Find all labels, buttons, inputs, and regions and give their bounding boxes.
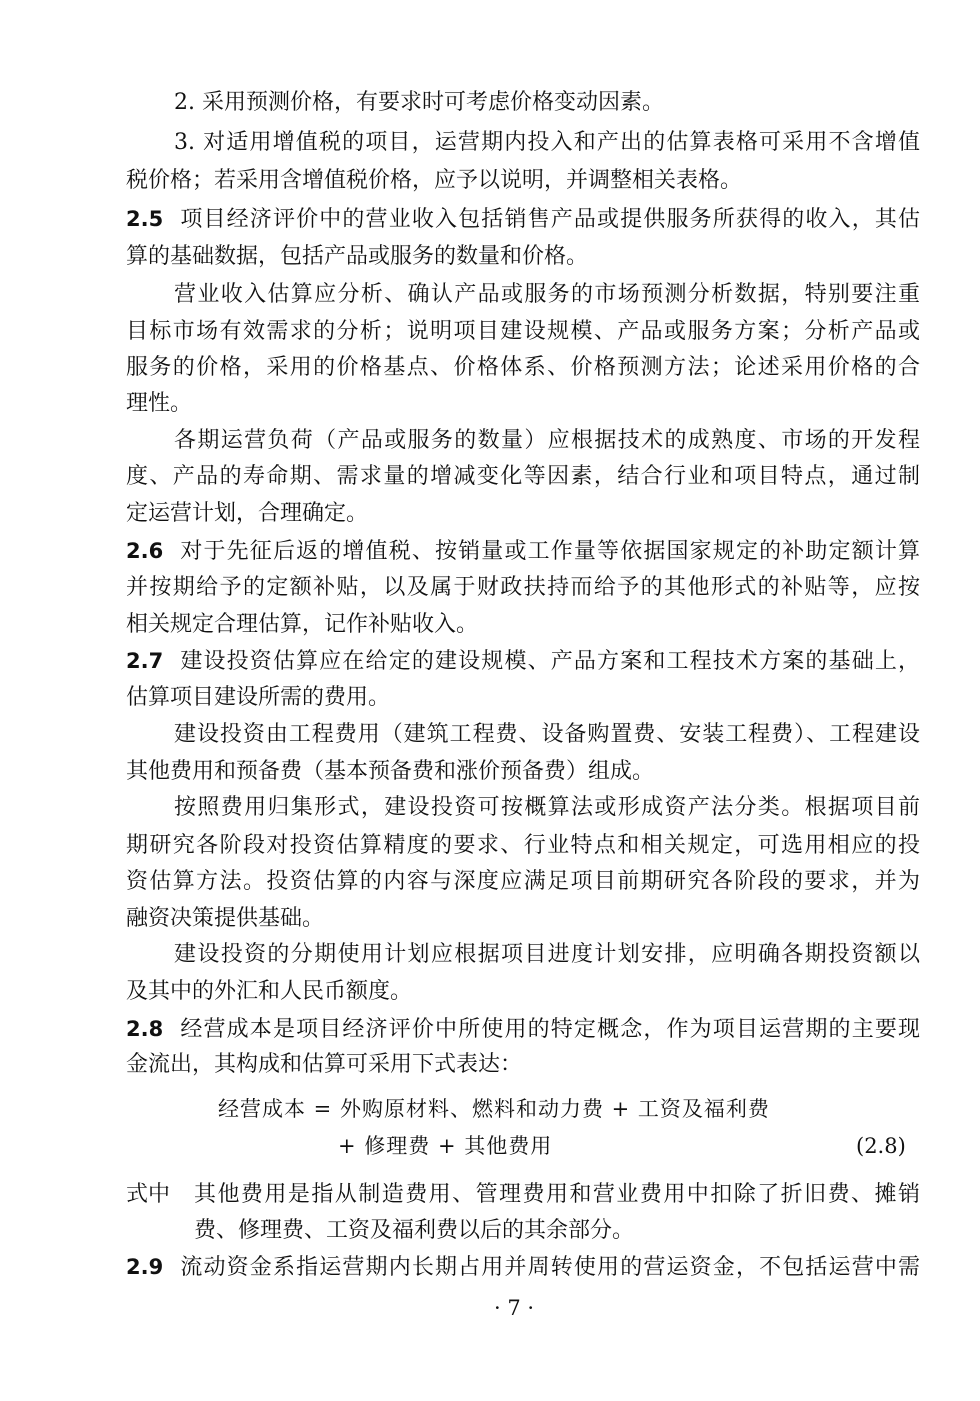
- plan-para-line1: 建设投资的分期使用计划应根据项目进度计划安排，应明确各期投资额以: [174, 942, 920, 967]
- equation-number: (2.8): [856, 1134, 906, 1158]
- section-2-9-line1: 2.9 流动资金系指运营期内长期占用并周转使用的营运资金，不包括运营中需: [126, 1255, 920, 1280]
- where-label: 式中: [126, 1182, 171, 1207]
- where-line2: 费、修理费、工资及福利费以后的其余部分。: [194, 1218, 635, 1243]
- item-3-line1: 3. 对适用增值税的项目，运营期内投入和产出的估算表格可采用不含增值: [174, 130, 920, 155]
- plan-para-line2: 及其中的外汇和人民币额度。: [126, 979, 413, 1004]
- page-number: · 7 ·: [494, 1296, 535, 1320]
- classification-para-line3: 资估算方法。投资估算的内容与深度应满足项目前期研究各阶段的要求，并为: [126, 869, 920, 894]
- section-2-7-line2: 估算项目建设所需的费用。: [126, 685, 391, 710]
- load-para-line2: 度、产品的寿命期、需求量的增减变化等因素，结合行业和项目特点，通过制: [126, 464, 920, 489]
- revenue-para-line4: 理性。: [126, 391, 193, 416]
- section-2-7-line1: 2.7 建设投资估算应在给定的建设规模、产品方案和工程技术方案的基础上，: [126, 649, 920, 674]
- section-number: 2.9: [126, 1255, 164, 1279]
- section-2-5-line2: 算的基础数据，包括产品或服务的数量和价格。: [126, 244, 589, 269]
- where-line1: 其他费用是指从制造费用、管理费用和营业费用中扣除了折旧费、摊销: [194, 1182, 920, 1207]
- section-2-8-line1: 2.8 经营成本是项目经济评价中所使用的特定概念，作为项目运营期的主要现: [126, 1017, 920, 1042]
- formula-line1: 经营成本 = 外购原材料、燃料和动力费 + 工资及福利费: [218, 1097, 770, 1121]
- investment-para-line2: 其他费用和预备费（基本预备费和涨价预备费）组成。: [126, 759, 655, 784]
- revenue-para-line3: 服务的价格，采用的价格基点、价格体系、价格预测方法；论述采用价格的合: [126, 355, 920, 380]
- load-para-line1: 各期运营负荷（产品或服务的数量）应根据技术的成熟度、市场的开发程: [174, 428, 920, 453]
- item-3-line2: 税价格；若采用含增值税价格，应予以说明，并调整相关表格。: [126, 168, 743, 193]
- section-number: 2.5: [126, 207, 164, 231]
- section-number: 2.6: [126, 539, 164, 563]
- section-2-6-line2: 并按期给予的定额补贴，以及属于财政扶持而给予的其他形式的补贴等，应按: [126, 575, 920, 600]
- section-2-8-line2: 金流出，其构成和估算可采用下式表达：: [126, 1052, 523, 1077]
- revenue-para-line1: 营业收入估算应分析、确认产品或服务的市场预测分析数据，特别要注重: [174, 282, 920, 307]
- load-para-line3: 定运营计划，合理确定。: [126, 501, 369, 526]
- classification-para-line4: 融资决策提供基础。: [126, 906, 325, 931]
- section-2-5-line1: 2.5 项目经济评价中的营业收入包括销售产品或提供服务所获得的收入，其估: [126, 207, 920, 232]
- section-2-6-line1: 2.6 对于先征后返的增值税、按销量或工作量等依据国家规定的补助定额计算: [126, 539, 920, 564]
- investment-para-line1: 建设投资由工程费用（建筑工程费、设备购置费、安装工程费）、工程建设: [174, 722, 920, 747]
- formula-line2: + 修理费 + 其他费用: [338, 1134, 553, 1158]
- section-number: 2.7: [126, 649, 164, 673]
- revenue-para-line2: 目标市场有效需求的分析；说明项目建设规模、产品或服务方案；分析产品或: [126, 319, 920, 344]
- classification-para-line1: 按照费用归集形式，建设投资可按概算法或形成资产法分类。根据项目前: [174, 795, 920, 820]
- item-2: 2. 采用预测价格，有要求时可考虑价格变动因素。: [174, 90, 664, 115]
- section-number: 2.8: [126, 1017, 164, 1041]
- classification-para-line2: 期研究各阶段对投资估算精度的要求、行业特点和相关规定，可选用相应的投: [126, 833, 920, 858]
- section-2-6-line3: 相关规定合理估算，记作补贴收入。: [126, 612, 479, 637]
